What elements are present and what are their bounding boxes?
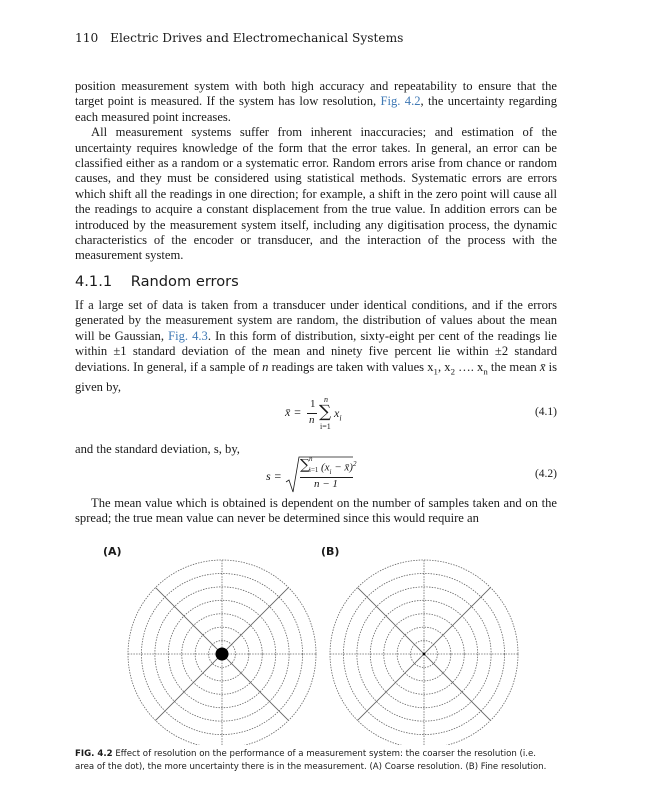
section-heading — [75, 273, 239, 290]
figure-link-4-2[interactable]: Fig. 4.2 — [380, 94, 421, 109]
page-number: 110 — [75, 31, 99, 45]
body-text-top — [75, 79, 557, 264]
body-text-bottom — [75, 496, 557, 527]
figure-caption — [75, 748, 557, 773]
figure-4-2 — [0, 550, 648, 745]
paragraph-1: position measurement system with both high accuracy and repeatability to ensure that the target point is measured. If the system has low resolution, Fig. 4.2, the uncertainty regarding each measured point increases. — [75, 79, 557, 124]
section-title: Random errors — [130, 273, 239, 290]
equation-number-4-2: (4.2) — [534, 468, 557, 480]
measurement-dot — [423, 653, 425, 655]
target-panel-a — [128, 560, 316, 745]
body-text-random-errors — [75, 298, 557, 395]
measurement-dot — [216, 648, 229, 661]
panel-b-label: (B) — [321, 545, 340, 558]
section-number: 4.1.1 — [75, 273, 113, 290]
caption-text: Effect of resolution on the performance of a measurement system: the coarser the resolution (i.e. area of the dot), the more uncertainty there is in the measurement. (A) Coarse resolution. (B) Fine resolution. — [75, 749, 547, 772]
sum-sign-2: ∑ — [300, 457, 310, 473]
sum-sign: ∑ — [319, 402, 332, 422]
running-header — [75, 31, 403, 45]
paragraph-2: All measurement systems suffer from inherent inaccuracies; and estimation of the uncertainty requires knowledge of the form that the error takes. In general, an error can be classified either as a random or a systematic error. Random errors arise from chance or random causes, and they must be considered using statistical methods. Systematic errors are errors which shift all the readings in one direction; for example, a shift in the zero point will cause all the readings to acquire a constant displacement from the true value. In addition errors can be introduced by the measurement system itself, including any digitisation process, the dynamic characteristics of the encoder or transducer, and the interaction of the process with the measurement system. — [75, 125, 557, 263]
equation-number-4-1: (4.1) — [534, 406, 557, 418]
paragraph-4: The mean value which is obtained is dependent on the number of samples taken and on the spread; the true mean value can never be determined since this would require an — [75, 496, 557, 526]
sd-intro-text: and the standard deviation, s, by, — [75, 442, 240, 456]
caption-label: FIG. 4.2 — [75, 749, 113, 759]
target-panel-b — [330, 560, 518, 745]
running-title: Electric Drives and Electromechanical Systems — [110, 31, 404, 45]
panel-a-label: (A) — [103, 545, 122, 558]
figure-link-4-3[interactable]: Fig. 4.3 — [168, 328, 208, 343]
paragraph-3: If a large set of data is taken from a transducer under identical conditions, and if the errors generated by the measurement system are random, the distribution of values about the mean will be Gaussian, Fig. 4.3. In this form of distribution, sixty-eight per cent of the readings lie within ±1 standard deviation of the mean and ninety five percent lie within ±2 standard deviations. In general, if a sample of n readings are taken with values $x_1$, $x_2$ …. $x_n$ the mean x̄ is given by, — [75, 298, 558, 394]
